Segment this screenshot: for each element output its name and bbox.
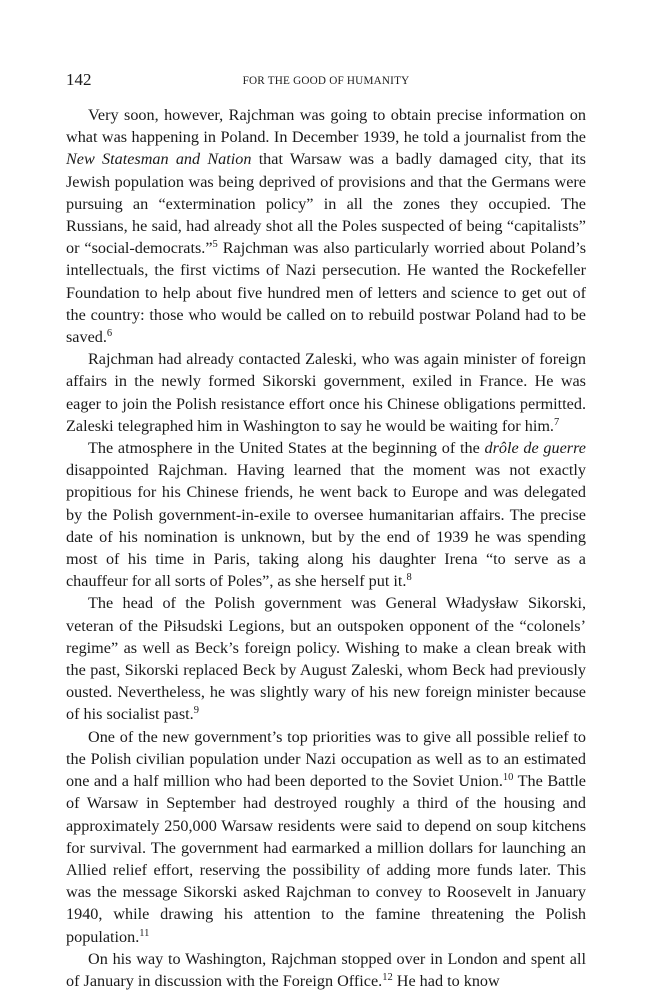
italic-title: New Statesman and Nation [66, 150, 252, 169]
page-number: 142 [66, 70, 92, 89]
footnote-ref: 6 [106, 328, 113, 340]
paragraph [66, 726, 586, 948]
footnote-ref: 7 [553, 416, 560, 428]
text-run: He had to know [392, 971, 500, 990]
footnote-ref: 10 [502, 772, 514, 784]
footnote-ref: 9 [193, 705, 199, 717]
text-run: Very soon, however, Rajchman was going to obtain precise information on what was happening in Poland. In December 1939, he told a journalist from the [66, 106, 586, 147]
page-header [66, 70, 586, 92]
footnote-ref: 8 [406, 572, 412, 584]
text-run: On his way to Washington, Rajchman stopped over in London and spent all of January in discussion with the Foreign Office. [66, 949, 586, 990]
text-run: that Warsaw was a badly damaged city, that its Jewish population was being deprived of provisions and that the Germans were pursuing an “extermination policy” in all the zones they occupied. The Russians, he said, had already shot all the Poles suspected of being “capitalists” or “social-democrats.” [66, 150, 586, 258]
paragraph [66, 948, 586, 992]
text-run: disappointed Rajchman. Having learned that the moment was not exactly propitious for his Chinese friends, he went back to Europe and was delegated by the Polish government-in-exile to oversee humanitarian affairs. The precise date of his nomination is unknown, but by the end of 1939 he was spending most of his time in Paris, taking along his daughter Irena “to serve as a chauffeur for all sorts of Poles”, as she herself put it. [66, 461, 586, 591]
paragraph [66, 348, 586, 437]
text-run: The atmosphere in the United States at the beginning of the [88, 439, 485, 458]
text-run: The Battle of Warsaw in September had destroyed roughly a third of the housing and approximately 250,000 Warsaw residents were said to depend on soup kitchens for survival. The government had earmarked a million dollars for launching an Allied relief effort, reserving the possibility of adding more funds later. This was the message Sikorski asked Rajchman to convey to Roosevelt in January 1940, while drawing his attention to the famine threatening the Polish population. [66, 772, 586, 946]
body-text [66, 104, 586, 992]
running-head: FOR THE GOOD OF HUMANITY [242, 75, 410, 87]
text-run: The head of the Polish government was General Władysław Sikorski, veteran of the Piłsudski Legions, but an outspoken opponent of the “colonels’ regime” as well as Beck’s foreign policy. Wishing to make a clean break with the past, Sikorski replaced Beck by August Zaleski, whom Beck had previously ousted. Nevertheless, he was slightly wary of his new foreign minister because of his socialist past. [66, 594, 586, 724]
paragraph [66, 437, 586, 592]
paragraph [66, 104, 586, 348]
paragraph [66, 592, 586, 725]
text-run: Rajchman was also particularly worried about Poland’s intellectuals, the first victims of Nazi persecution. He wanted the Rockefeller Foundation to help about five hundred men of letters and science to get out of the country: those who would be called on to rebuild postwar Poland had to be saved. [66, 239, 586, 347]
text-run: Rajchman had already contacted Zaleski, who was again minister of foreign affairs in the newly formed Sikorski government, exiled in France. He was eager to join the Polish resistance effort once his Chinese obligations permitted. Zaleski telegraphed him in Washington to say he would be waiting for him. [66, 350, 586, 435]
text-run: One of the new government’s top priorities was to give all possible relief to the Polish civilian population under Nazi occupation as well as to an estimated one and a half million who had been deported to the Soviet Union. [66, 727, 586, 791]
italic-title: drôle de guerre [484, 439, 586, 458]
footnote-ref: 12 [382, 971, 393, 983]
footnote-ref: 11 [139, 927, 150, 939]
footnote-ref: 5 [212, 239, 218, 251]
